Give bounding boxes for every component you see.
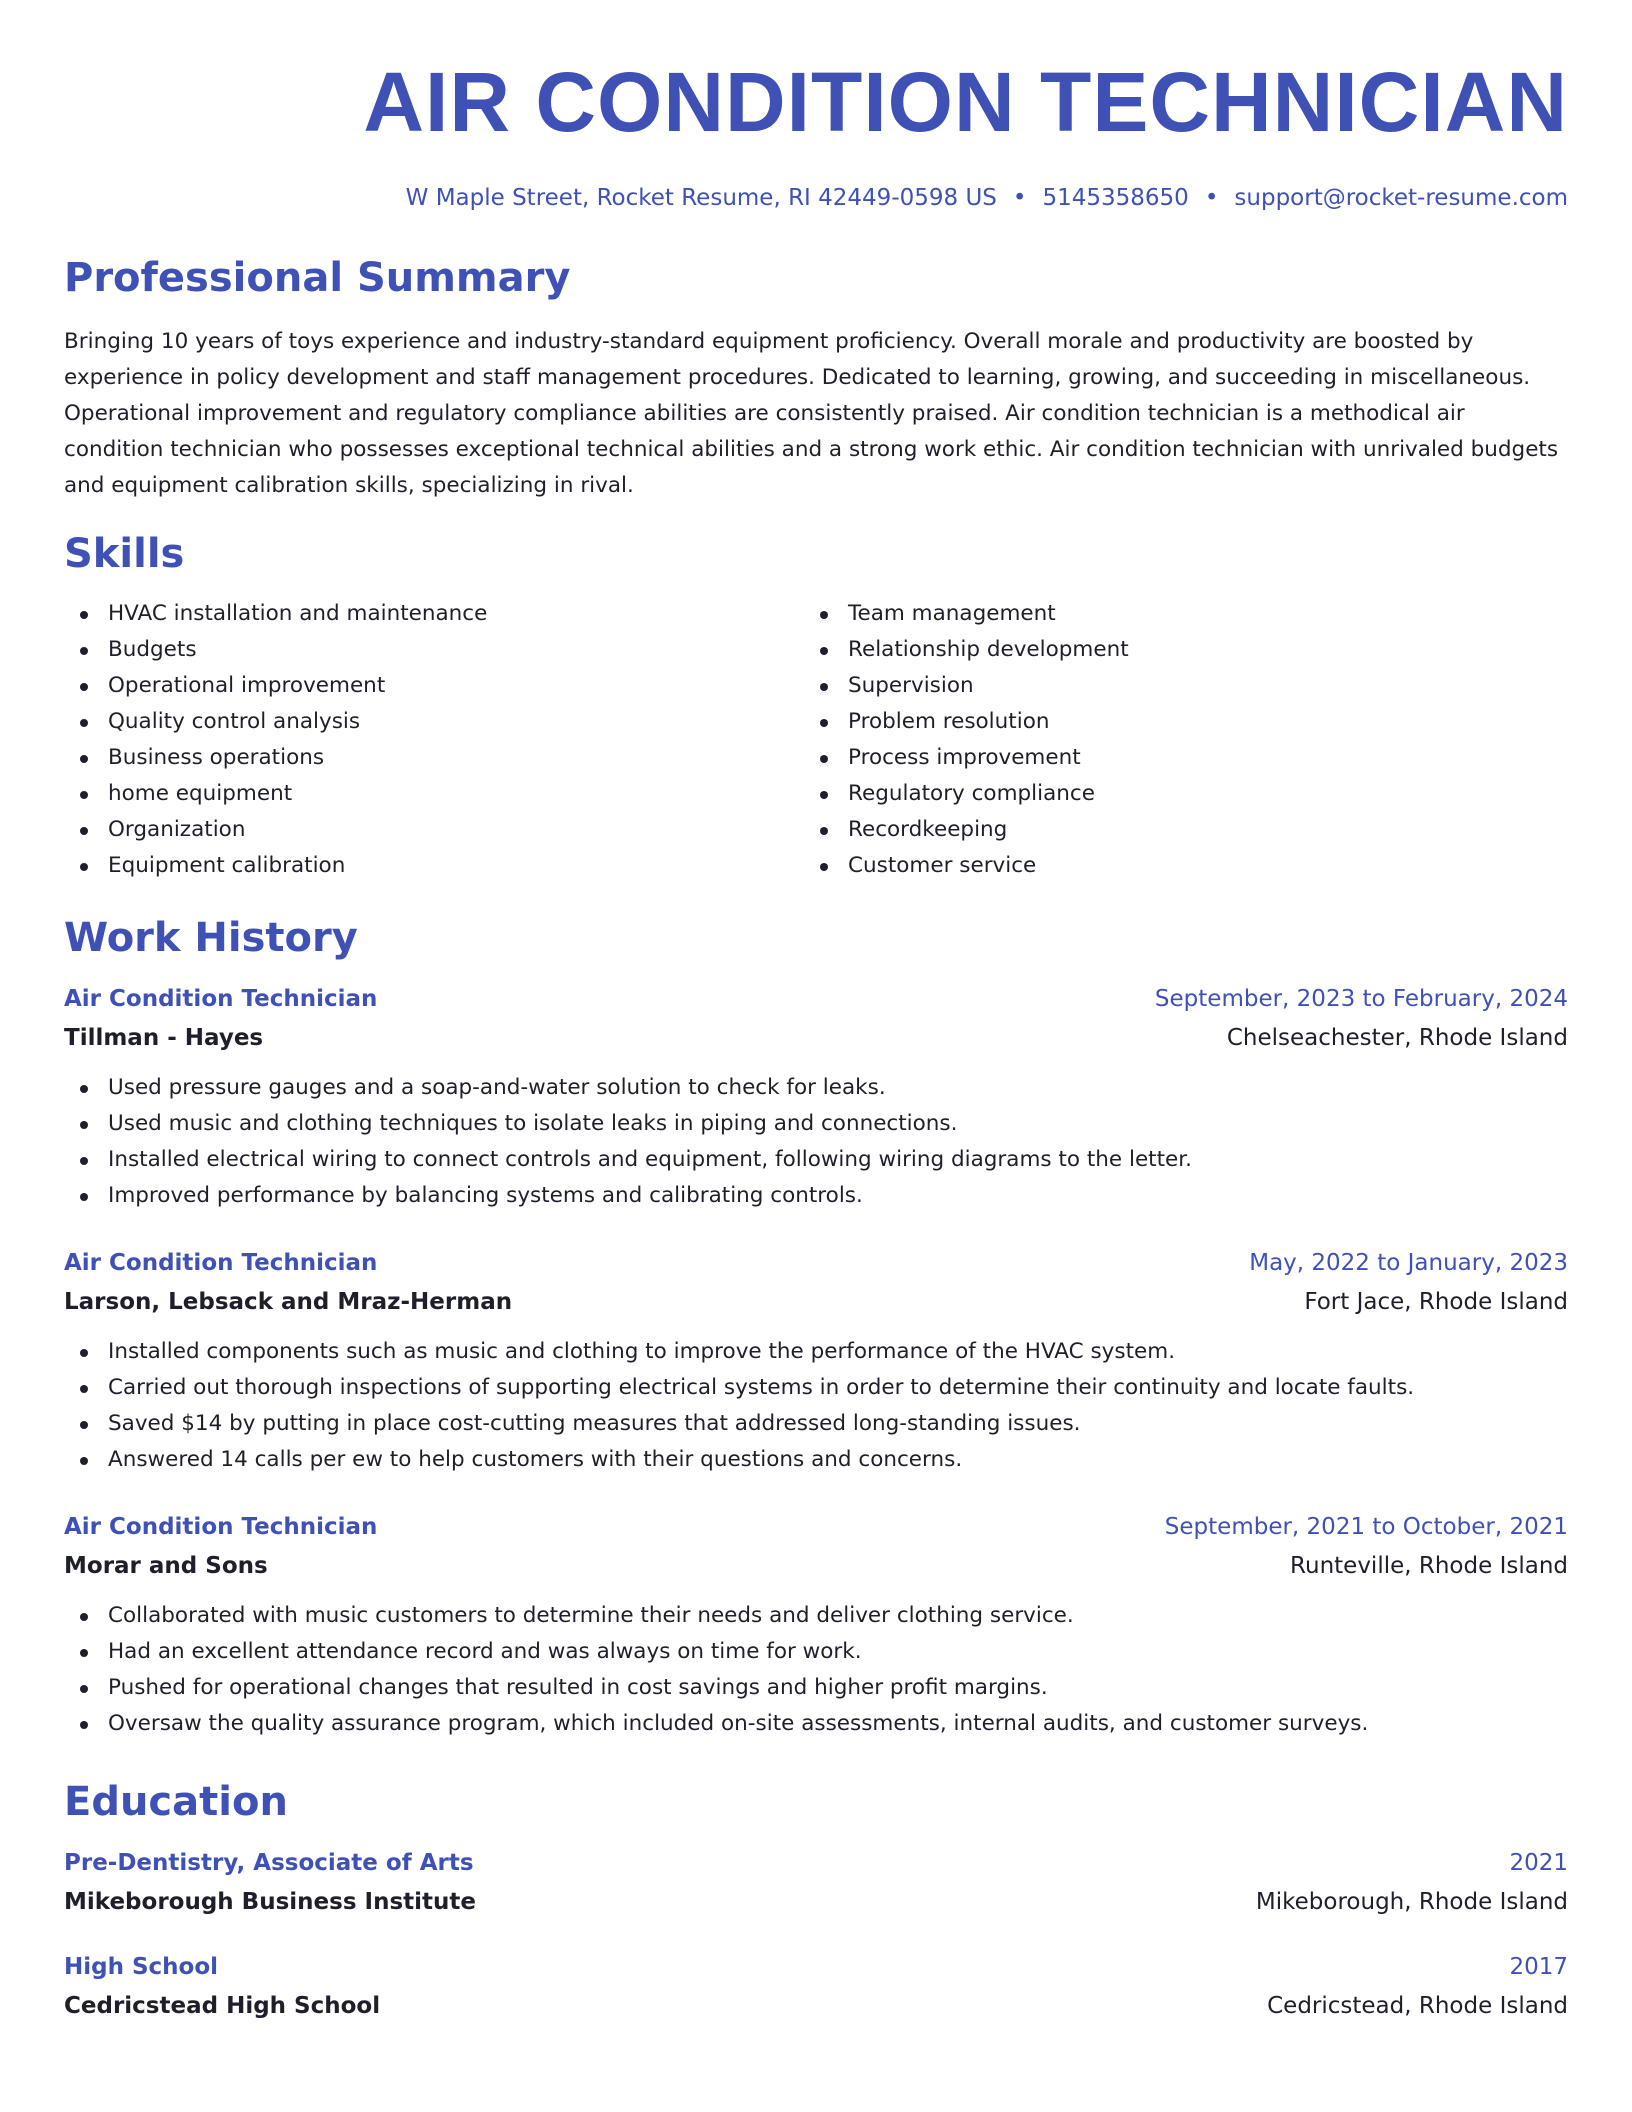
school-name: Mikeborough Business Institute: [64, 1889, 476, 1915]
skill-item: Organization: [64, 812, 804, 848]
work-history-heading: Work History: [64, 915, 358, 961]
school-location: Mikeborough, Rhode Island: [1255, 1889, 1568, 1915]
job-entry: [64, 980, 1568, 1214]
skill-item: Customer service: [804, 848, 1544, 884]
education-heading: Education: [64, 1779, 288, 1825]
job-bullets: [64, 1598, 1568, 1742]
skill-item: Supervision: [804, 668, 1544, 704]
skills-column-left: [64, 596, 804, 884]
degree-name: High School: [64, 1954, 219, 1980]
graduation-year: 2017: [1509, 1954, 1568, 1980]
skill-item: Problem resolution: [804, 704, 1544, 740]
skill-item: Team management: [804, 596, 1544, 632]
company-name: Larson, Lebsack and Mraz-Herman: [64, 1289, 513, 1315]
job-bullets: [64, 1070, 1568, 1214]
job-bullet: Pushed for operational changes that resulted in cost savings and higher profit margins.: [64, 1670, 1568, 1706]
candidate-name: AIR CONDITION TECHNICIAN: [363, 55, 1568, 149]
job-bullet: Used pressure gauges and a soap-and-water solution to check for leaks.: [64, 1070, 1568, 1106]
job-dates: May, 2022 to January, 2023: [1249, 1250, 1568, 1276]
job-title: Air Condition Technician: [64, 1250, 378, 1276]
contact-line: [64, 182, 1568, 214]
job-bullet: Carried out thorough inspections of supporting electrical systems in order to determine their continuity and locate faults.: [64, 1370, 1568, 1406]
skill-item: Relationship development: [804, 632, 1544, 668]
summary-heading: Professional Summary: [64, 255, 571, 301]
skill-item: Quality control analysis: [64, 704, 804, 740]
school-location: Cedricstead, Rhode Island: [1267, 1993, 1568, 2019]
contact-separator: •: [1204, 185, 1219, 211]
job-location: Runteville, Rhode Island: [1290, 1553, 1568, 1579]
job-bullets: [64, 1334, 1568, 1478]
job-bullet: Installed electrical wiring to connect controls and equipment, following wiring diagrams to the letter.: [64, 1142, 1568, 1178]
skill-item: Recordkeeping: [804, 812, 1544, 848]
skill-item: Budgets: [64, 632, 804, 668]
job-bullet: Collaborated with music customers to determine their needs and deliver clothing service.: [64, 1598, 1568, 1634]
job-bullet: Improved performance by balancing systems and calibrating controls.: [64, 1178, 1568, 1214]
skills-heading: Skills: [64, 531, 185, 577]
graduation-year: 2021: [1509, 1850, 1568, 1876]
skill-item: Process improvement: [804, 740, 1544, 776]
contact-separator: •: [1012, 185, 1027, 211]
skill-item: Business operations: [64, 740, 804, 776]
job-title: Air Condition Technician: [64, 986, 378, 1012]
education-entry: [64, 1948, 1568, 2026]
company-name: Tillman - Hayes: [64, 1025, 264, 1051]
job-entry: [64, 1244, 1568, 1478]
phone-number: 5145358650: [1042, 185, 1189, 211]
degree-name: Pre-Dentistry, Associate of Arts: [64, 1850, 474, 1876]
email-address: support@rocket-resume.com: [1234, 185, 1568, 211]
company-name: Morar and Sons: [64, 1553, 268, 1579]
summary-text: Bringing 10 years of toys experience and industry-standard equipment proficiency. Overall morale and productivity are boosted by experience in policy development and staff management procedures. Dedicated to learning, growing, and succeeding in miscellaneous. Operational improvement and regulatory compliance abilities are consistently praised. Air condition technician is a methodical air condition technician who possesses exceptional technical abilities and a strong work ethic. Air condition technician with unrivaled budgets and equipment calibration skills, specializing in rival.: [64, 329, 1559, 498]
education-entry: [64, 1844, 1568, 1922]
skill-item: Regulatory compliance: [804, 776, 1544, 812]
job-location: Chelseachester, Rhode Island: [1226, 1025, 1568, 1051]
school-name: Cedricstead High School: [64, 1993, 381, 2019]
job-bullet: Used music and clothing techniques to isolate leaks in piping and connections.: [64, 1106, 1568, 1142]
job-bullet: Oversaw the quality assurance program, which included on-site assessments, internal audits, and customer surveys.: [64, 1706, 1568, 1742]
job-location: Fort Jace, Rhode Island: [1304, 1289, 1568, 1315]
job-bullet: Had an excellent attendance record and was always on time for work.: [64, 1634, 1568, 1670]
job-entry: [64, 1508, 1568, 1742]
skill-item: Operational improvement: [64, 668, 804, 704]
job-dates: September, 2023 to February, 2024: [1154, 986, 1568, 1012]
skills-list: [64, 596, 1568, 884]
job-bullet: Installed components such as music and clothing to improve the performance of the HVAC system.: [64, 1334, 1568, 1370]
skill-item: HVAC installation and maintenance: [64, 596, 804, 632]
job-title: Air Condition Technician: [64, 1514, 378, 1540]
job-dates: September, 2021 to October, 2021: [1164, 1514, 1568, 1540]
job-bullet: Answered 14 calls per ew to help customers with their questions and concerns.: [64, 1442, 1568, 1478]
job-bullet: Saved $14 by putting in place cost-cutting measures that addressed long-standing issues.: [64, 1406, 1568, 1442]
skills-column-right: [804, 596, 1544, 884]
skill-item: Equipment calibration: [64, 848, 804, 884]
skill-item: home equipment: [64, 776, 804, 812]
address: W Maple Street, Rocket Resume, RI 42449-0598 US: [405, 185, 997, 211]
